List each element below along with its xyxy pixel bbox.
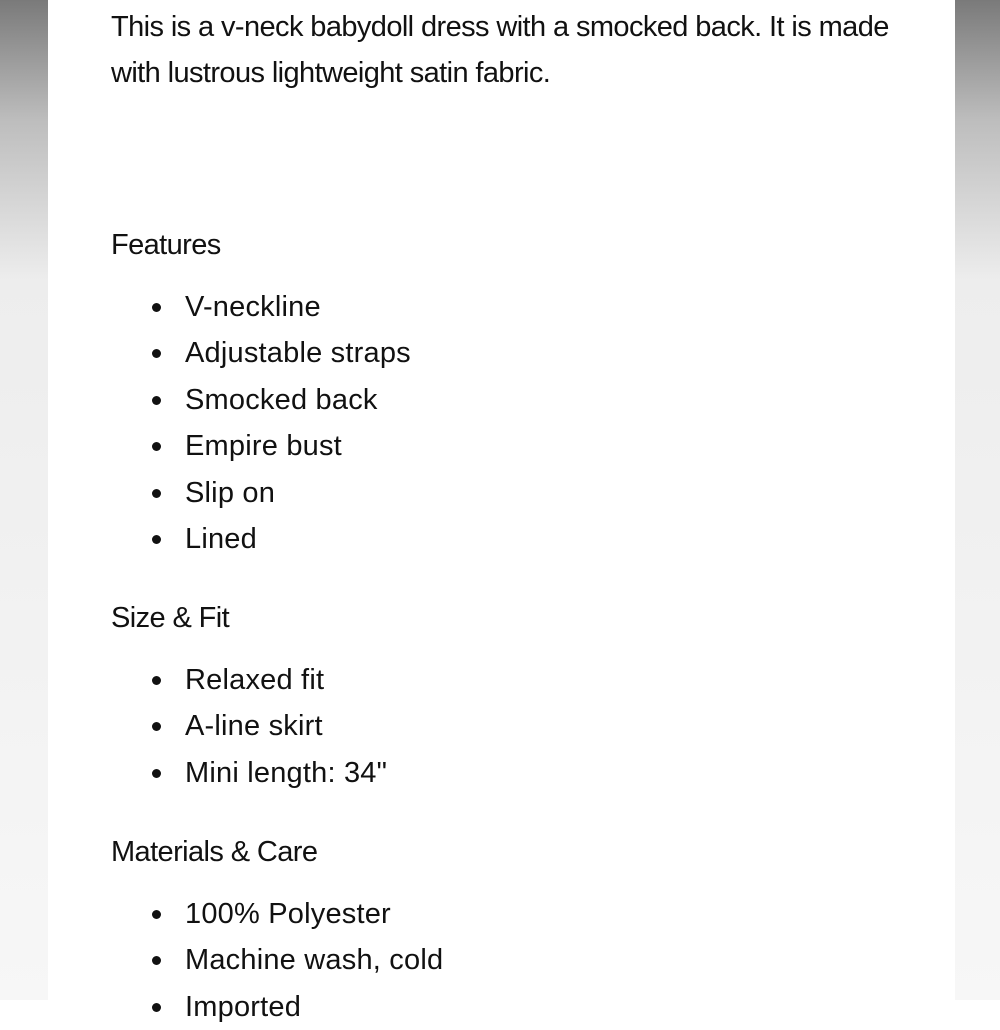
features-heading: Features [111, 229, 221, 261]
bullet-icon [152, 769, 161, 778]
bullet-icon [152, 442, 161, 451]
list-item: Machine wash, cold [48, 937, 443, 983]
list-item: Smocked back [48, 377, 411, 423]
list-item: Relaxed fit [48, 657, 387, 703]
bullet-icon [152, 676, 161, 685]
list-item: Imported [48, 984, 443, 1030]
bullet-icon [152, 910, 161, 919]
product-description: This is a v-neck babydoll dress with a smocked back. It is made with lustrous lightweight satin fabric. [111, 11, 889, 89]
list-item: A-line skirt [48, 703, 387, 749]
list-item: 100% Polyester [48, 891, 443, 937]
list-item: Adjustable straps [48, 330, 411, 376]
list-item: Lined [48, 516, 411, 562]
list-item: Mini length: 34" [48, 750, 387, 796]
list-item: Slip on [48, 470, 411, 516]
materials-care-heading: Materials & Care [111, 836, 318, 868]
bullet-icon [152, 303, 161, 312]
bullet-icon [152, 396, 161, 405]
bullet-icon [152, 489, 161, 498]
list-item: V-neckline [48, 284, 411, 330]
bullet-icon [152, 956, 161, 965]
product-details-panel [48, 0, 955, 1023]
size-fit-list [48, 657, 387, 796]
list-item: Empire bust [48, 423, 411, 469]
size-fit-heading: Size & Fit [111, 602, 230, 634]
features-list [48, 284, 411, 562]
materials-care-list [48, 891, 443, 1030]
bullet-icon [152, 1003, 161, 1012]
bullet-icon [152, 535, 161, 544]
bullet-icon [152, 349, 161, 358]
bullet-icon [152, 722, 161, 731]
